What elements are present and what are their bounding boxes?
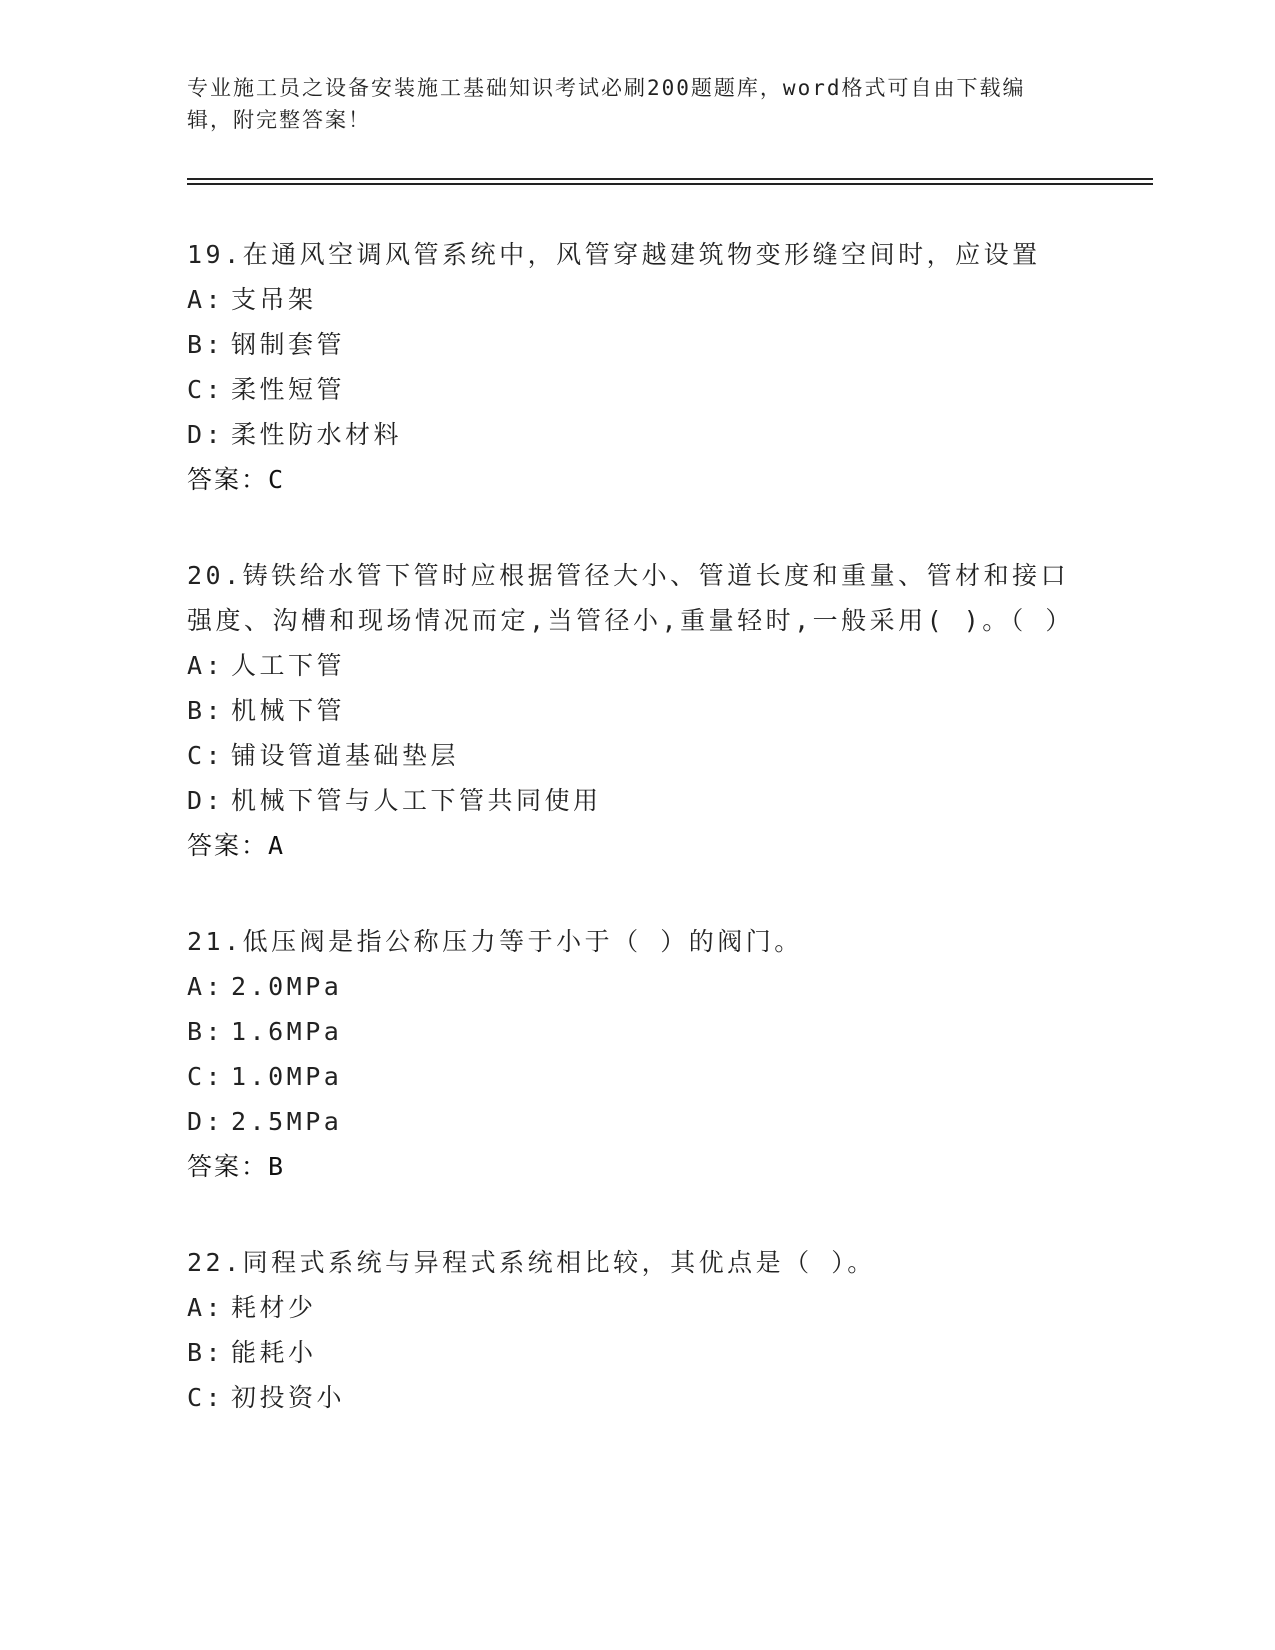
answer-line: 答案：A: [187, 831, 286, 860]
header-divider-top: [187, 178, 1153, 180]
option-letter: D:: [187, 1107, 225, 1136]
option-c: [187, 1054, 1087, 1099]
option-c: [187, 1375, 1087, 1420]
answer-line: 答案：B: [187, 1152, 286, 1181]
header-divider-bottom: [187, 183, 1153, 185]
option-letter: B:: [187, 1338, 225, 1367]
option-text: 能耗小: [231, 1338, 317, 1367]
answer-line: 答案：C: [187, 465, 286, 494]
option-letter: A:: [187, 651, 225, 680]
option-text: 初投资小: [231, 1383, 346, 1412]
document-title: 专业施工员之设备安装施工基础知识考试必刷200题题库，word格式可自由下载编辑，附完整答案！: [187, 76, 1026, 132]
option-d: [187, 412, 1087, 457]
option-text: 2.5MPa: [231, 1107, 343, 1136]
option-c: [187, 367, 1087, 412]
option-text: 机械下管: [231, 696, 346, 725]
option-b: [187, 322, 1087, 367]
option-a: [187, 964, 1087, 1009]
option-letter: A:: [187, 1293, 225, 1322]
question-stem: 21.低压阀是指公称压力等于小于（ ）的阀门。: [187, 927, 803, 956]
option-b: [187, 688, 1087, 733]
option-text: 柔性防水材料: [231, 420, 403, 449]
option-letter: C:: [187, 375, 225, 404]
question-list: [187, 232, 1087, 1471]
option-a: [187, 277, 1087, 322]
option-letter: B:: [187, 696, 225, 725]
question-21: [187, 919, 1087, 1189]
question-19: [187, 232, 1087, 502]
option-letter: C:: [187, 1383, 225, 1412]
option-letter: C:: [187, 1062, 225, 1091]
option-text: 人工下管: [231, 651, 346, 680]
option-text: 2.0MPa: [231, 972, 343, 1001]
option-letter: A:: [187, 972, 225, 1001]
question-stem: 19.在通风空调风管系统中，风管穿越建筑物变形缝空间时，应设置: [187, 240, 1041, 269]
option-text: 耗材少: [231, 1293, 317, 1322]
option-text: 1.6MPa: [231, 1017, 343, 1046]
option-d: [187, 1099, 1087, 1144]
option-letter: A:: [187, 285, 225, 314]
question-stem: 20.铸铁给水管下管时应根据管径大小、管道长度和重量、管材和接口强度、沟槽和现场情况而定,当管径小,重量轻时,一般采用( )。（ ）: [187, 561, 1074, 635]
option-a: [187, 643, 1087, 688]
option-text: 机械下管与人工下管共同使用: [231, 786, 602, 815]
option-c: [187, 733, 1087, 778]
option-d: [187, 778, 1087, 823]
option-letter: D:: [187, 786, 225, 815]
question-22: [187, 1240, 1087, 1420]
option-b: [187, 1330, 1087, 1375]
option-text: 1.0MPa: [231, 1062, 343, 1091]
option-text: 柔性短管: [231, 375, 346, 404]
question-stem: 22.同程式系统与异程式系统相比较，其优点是（ ）。: [187, 1248, 876, 1277]
option-letter: B:: [187, 1017, 225, 1046]
option-letter: C:: [187, 741, 225, 770]
option-text: 铺设管道基础垫层: [231, 741, 460, 770]
option-b: [187, 1009, 1087, 1054]
option-letter: B:: [187, 330, 225, 359]
option-letter: D:: [187, 420, 225, 449]
question-20: [187, 553, 1087, 868]
option-text: 支吊架: [231, 285, 317, 314]
option-text: 钢制套管: [231, 330, 346, 359]
option-a: [187, 1285, 1087, 1330]
